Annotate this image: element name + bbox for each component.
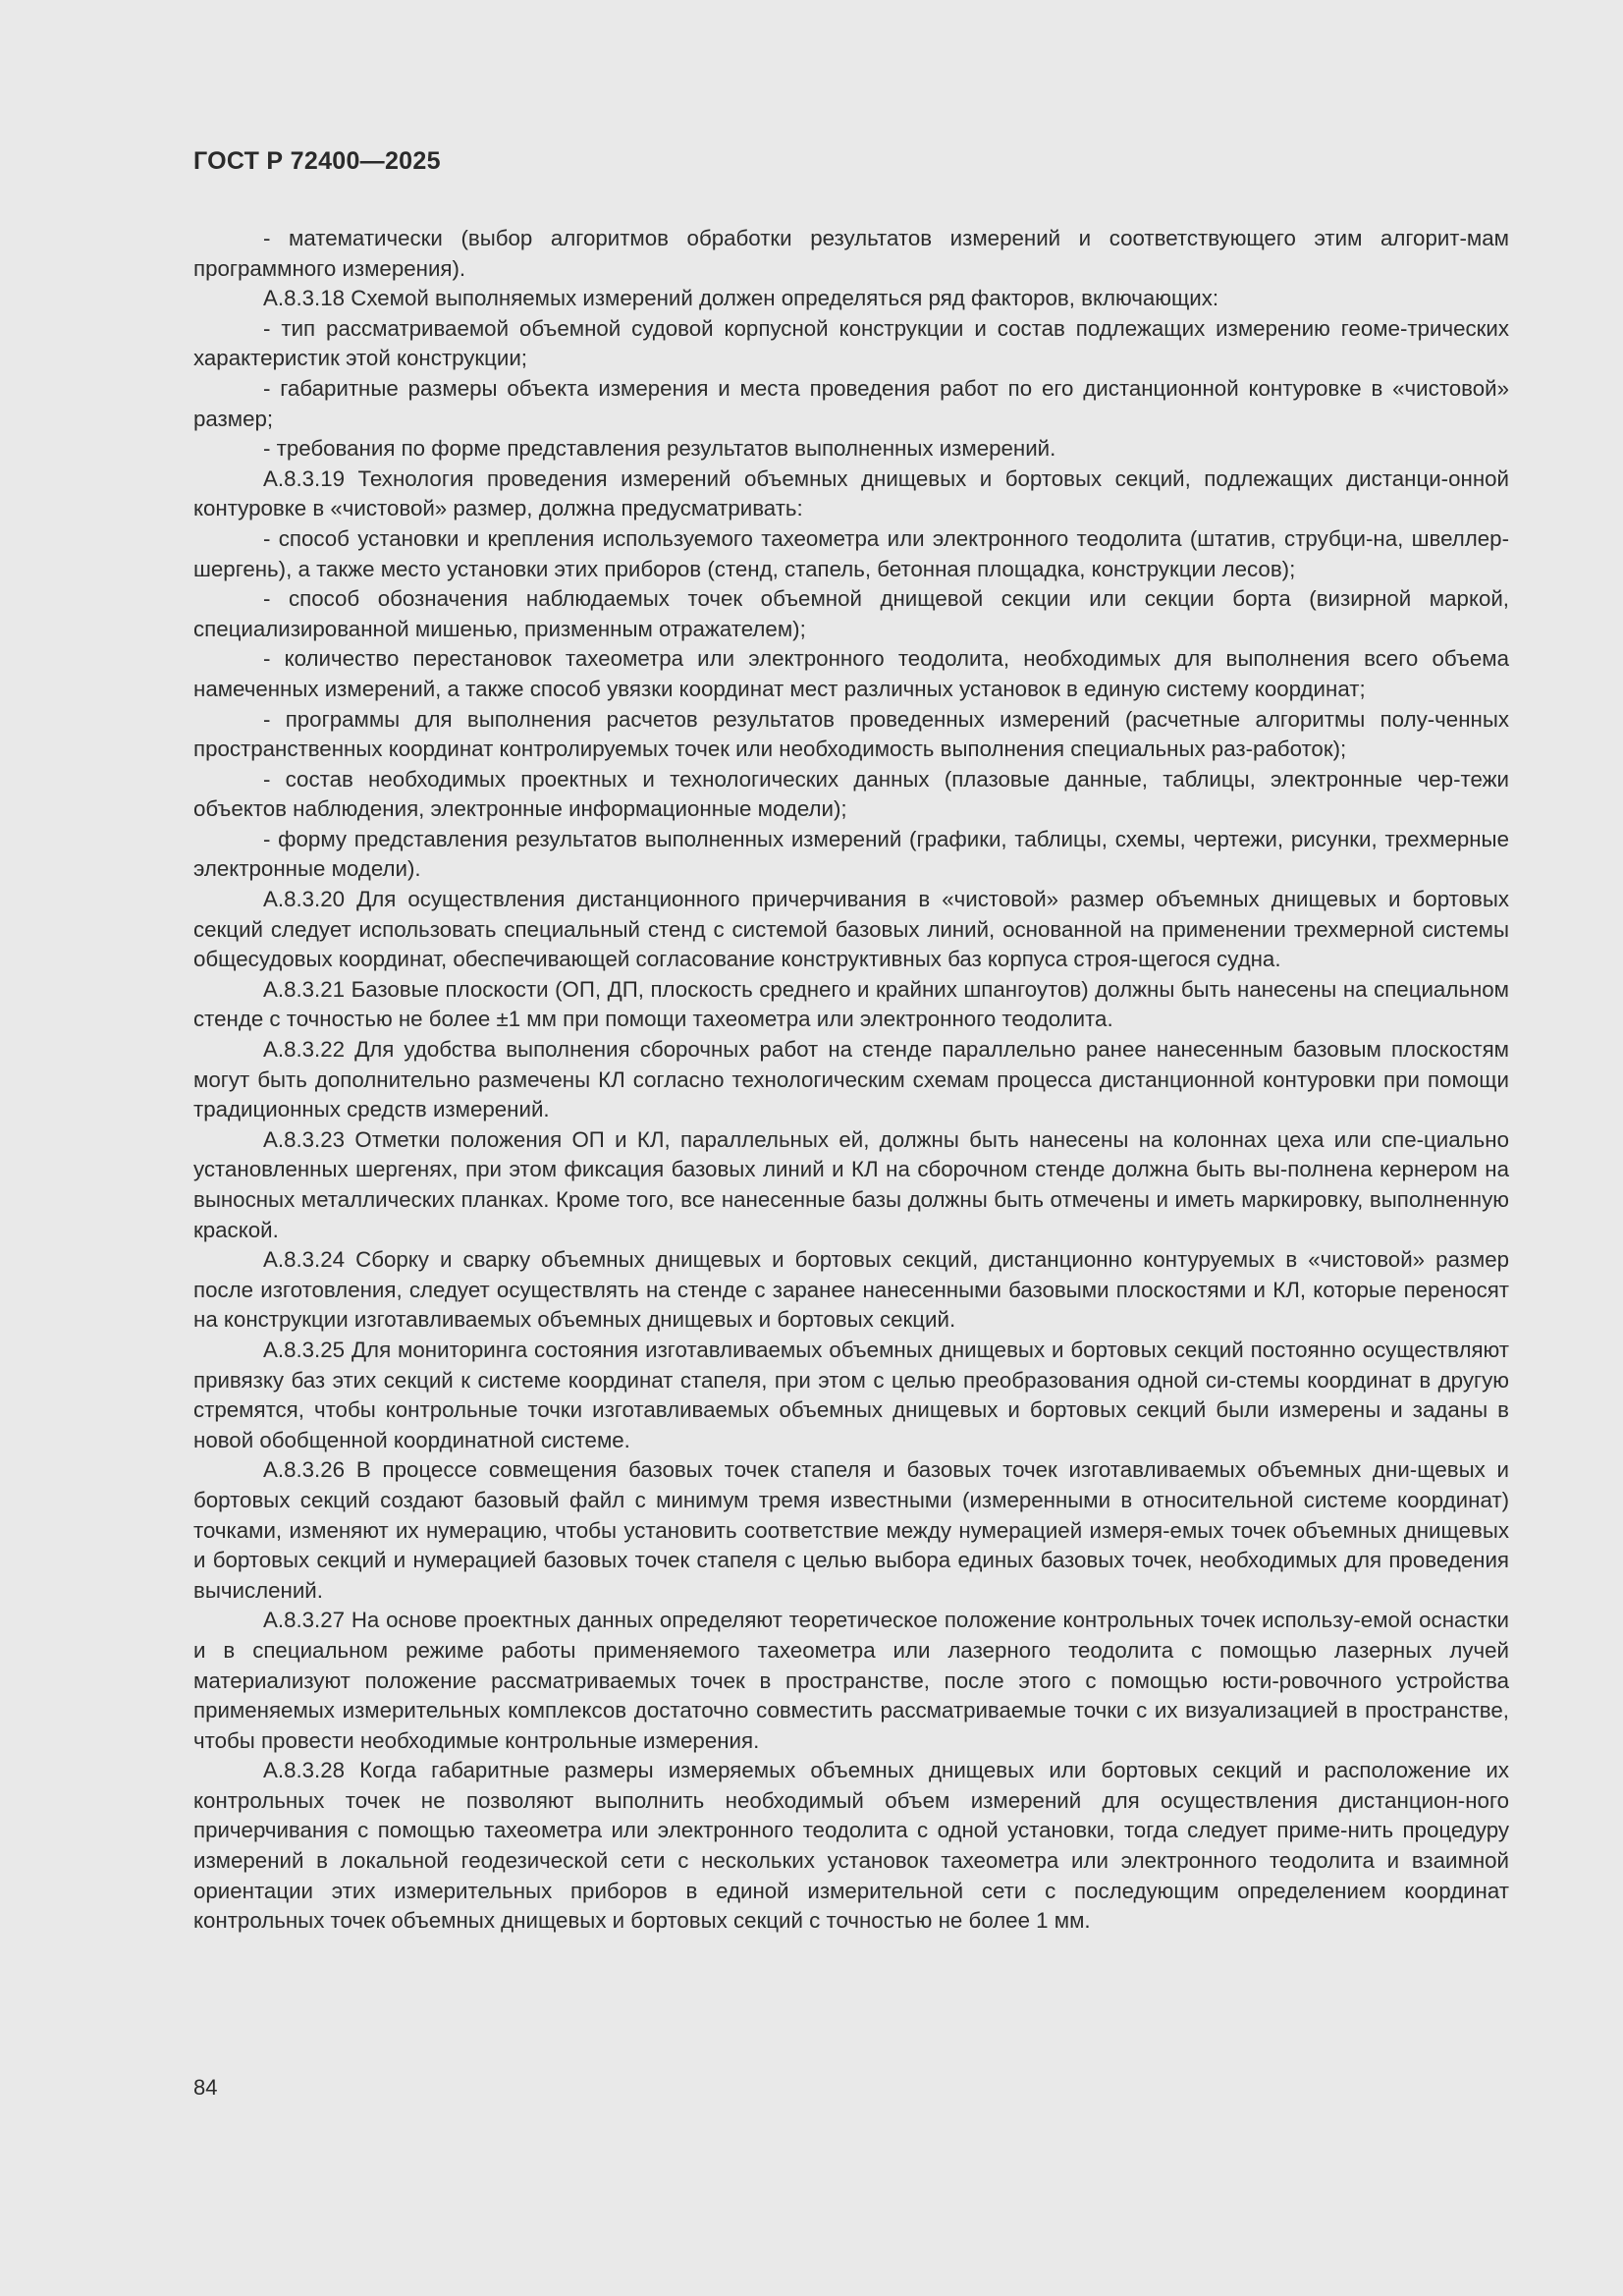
paragraph: - количество перестановок тахеометра или электронного теодолита, необходимых для выполнения всего объема намеченных измерений, а также способ увязки координат мест различных установок в единую систему координат; [193,646,1509,701]
paragraph: А.8.3.22 Для удобства выполнения сборочных работ на стенде параллельно ранее нанесенным базовым плоскостям могут быть дополнительно размечены КЛ согласно технологическим схемам процесса дистанционной контуровки при помощи традиционных средств измерений. [193,1037,1509,1122]
paragraph: А.8.3.26 В процессе совмещения базовых точек стапеля и базовых точек изготавливаемых объемных дни-щевых и бортовых секций создают базовый файл с минимум тремя известными (измеренными в относительной системе координат) точками, изменяют их нумерацию, чтобы установить соответствие между нумерацией измеря-емых точек объемных днищевых и бортовых секций и нумерацией базовых точек стапеля с целью выбора единых базовых точек, необходимых для проведения вычислений. [193,1457,1509,1603]
paragraph: А.8.3.25 Для мониторинга состояния изготавливаемых объемных днищевых и бортовых секций постоянно осуществляют привязку баз этих секций к системе координат стапеля, при этом с целью преобразования одной си-стемы координат в другую стремятся, чтобы контрольные точки изготавливаемых объемных днищевых и бортовых секций были измерены и заданы в новой обобщенной координатной системе. [193,1337,1509,1452]
paragraph: - габаритные размеры объекта измерения и места проведения работ по его дистанционной контуровке в «чистовой» размер; [193,375,1509,431]
paragraph: А.8.3.24 Сборку и сварку объемных днищевых и бортовых секций, дистанционно контуруемых в «чистовой» размер после изготовления, следует осуществлять на стенде с заранее нанесенными базовыми плоскостями и КЛ, которые переносят на конструкции изготавливаемых объемных днищевых и бортовых секций. [193,1247,1509,1333]
paragraph: А.8.3.23 Отметки положения ОП и КЛ, параллельных ей, должны быть нанесены на колоннах цеха или спе-циально установленных шергенях, при этом фиксация базовых линий и КЛ на сборочном стенде должна быть вы-полнена кернером на выносных металлических планках. Кроме того, все нанесенные базы должны быть отмечены и иметь маркировку, выполненную краской. [193,1126,1509,1242]
paragraph: - программы для выполнения расчетов результатов проведенных измерений (расчетные алгоритмы полу-ченных пространственных координат контролируемых точек или необходимость выполнения специальных раз-работок); [193,706,1509,762]
page-number: 84 [193,2075,218,2100]
paragraph: - способ обозначения наблюдаемых точек объемной днищевой секции или секции борта (визирной маркой, специализированной мишенью, призменным отражателем); [193,586,1509,641]
paragraph: А.8.3.20 Для осуществления дистанционного причерчивания в «чистовой» размер объемных днищевых и бортовых секций следует использовать специальный стенд с системой базовых линий, основанной на применении трехмерной системы общесудовых координат, обеспечивающей согласование конструктивных баз корпуса строя-щегося судна. [193,887,1509,972]
paragraph: - тип рассматриваемой объемной судовой корпусной конструкции и состав подлежащих измерению геоме-трических характеристик этой конструкции; [193,315,1509,371]
paragraph: А.8.3.28 Когда габаритные размеры измеряемых объемных днищевых или бортовых секций и расположение их контрольных точек не позволяют выполнить необходимый объем измерений для осуществления дистанцион-ного причерчивания с помощью тахеометра или электронного теодолита с одной установки, тогда следует приме-нить процедуру измерений в локальной геодезической сети с нескольких установок тахеометра или электронного теодолита и взаимной ориентации этих измерительных приборов в единой измерительной сети с последующим определением координат контрольных точек объемных днищевых и бортовых секций с точностью не более 1 мм. [193,1758,1509,1934]
document-body [193,224,1509,1937]
paragraph: А.8.3.27 На основе проектных данных определяют теоретическое положение контрольных точек использу-емой оснастки и в специальном режиме работы применяемого тахеометра или лазерного теодолита с помощью лазерных лучей материализуют положение рассматриваемых точек в пространстве, после этого с помощью юсти-ровочного устройства применяемых измерительных комплексов достаточно совместить рассматриваемые точки с их визуализацией в пространстве, чтобы провести необходимые контрольные измерения. [193,1608,1509,1753]
paragraph: - математически (выбор алгоритмов обработки результатов измерений и соответствующего этим алгорит-мам программного измерения). [193,226,1509,281]
paragraph: - требования по форме представления результатов выполненных измерений. [263,436,1056,462]
paragraph: А.8.3.19 Технология проведения измерений объемных днищевых и бортовых секций, подлежащих дистанци-онной контуровке в «чистовой» размер, должна предусматривать: [193,465,1509,521]
paragraph: - состав необходимых проектных и технологических данных (плазовые данные, таблицы, электронные чер-тежи объектов наблюдения, электронные информационные модели); [193,766,1509,822]
paragraph: А.8.3.21 Базовые плоскости (ОП, ДП, плоскость среднего и крайних шпангоутов) должны быть нанесены на специальном стенде с точностью не более ±1 мм при помощи тахеометра или электронного теодолита. [193,976,1509,1032]
paragraph: - способ установки и крепления используемого тахеометра или электронного теодолита (штатив, струбци-на, швеллер-шергень), а также место установки этих приборов (стенд, стапель, бетонная площадка, конструкции лесов); [193,525,1509,581]
paragraph: - форму представления результатов выполненных измерений (графики, таблицы, схемы, чертежи, рисунки, трехмерные электронные модели). [193,826,1509,882]
paragraph: А.8.3.18 Схемой выполняемых измерений должен определяться ряд факторов, включающих: [263,286,1219,311]
document-header: ГОСТ Р 72400—2025 [193,147,441,175]
